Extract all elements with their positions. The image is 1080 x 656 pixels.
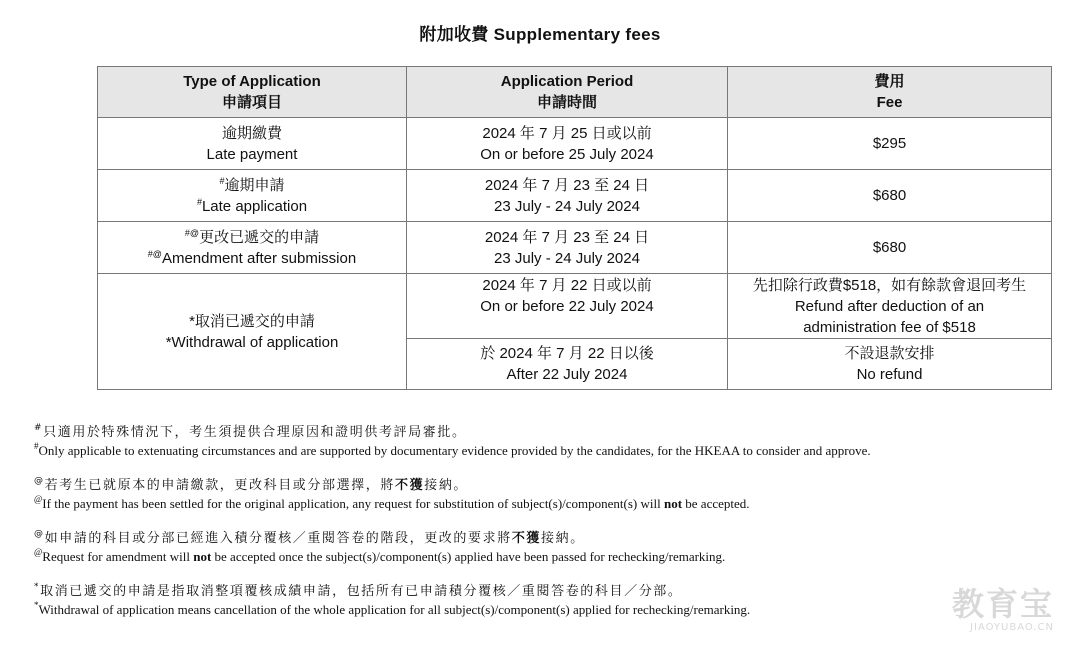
row-period-cell: 2024 年 7 月 25 日或以前 On or before 25 July 2024 [407,118,728,170]
row-period-cell: 2024 年 7 月 23 至 24 日 23 July - 24 July 2024 [407,222,728,274]
row-period-cell: 2024 年 7 月 22 日或以前 On or before 22 July 2024 [407,274,728,339]
header-period: Application Period 申請時間 [407,67,728,118]
table-row [98,118,1052,170]
row-fee-cell: 先扣除行政費$518，如有餘款會退回考生 Refund after deduction of an administration fee of $518 [728,274,1052,339]
header-type: Type of Application 申請項目 [98,67,407,118]
table-header-row [98,67,1052,118]
footnote-mark: # [219,175,225,186]
footnote: *取消已遞交的申請是指取消整項覆核成績申請，包括所有已申請積分覆核／重閱答卷的科目／分部。 *Withdrawal of application means cancellation of the whole application for all subject(s)/component(s) applied for rechecking/remarking. [34,582,751,617]
footnote-mark: #@ [147,248,162,259]
row-type-cell: 逾期繳費 Late payment [98,118,407,170]
row-period-cell: 2024 年 7 月 23 至 24 日 23 July - 24 July 2024 [407,170,728,222]
row-fee-cell: 不設退款安排 No refund [728,339,1052,390]
row-fee-cell: $680 [728,170,1052,222]
footnote-mark: # [34,423,44,433]
header-fee: 費用 Fee [728,67,1052,118]
row-fee-cell: $295 [728,118,1052,170]
table-row [98,274,1052,339]
footnote: #只適用於特殊情況下，考生須提供合理原因和證明供考評局審批。 #Only applicable to extenuating circumstances and are supported by documentary evidence provided by the candidates, for the HKEAA to consider and approve. [34,423,871,458]
watermark-logo: 教育宝 JIAOYUBAO.CN [951,585,1054,633]
row-type-cell: #@更改已遞交的申請 #@Amendment after submission [98,222,407,274]
footnote-mark: * [34,600,39,610]
footnote-mark: @ [34,529,45,539]
footnote-mark: @ [34,494,43,504]
footnote-mark: # [196,196,202,207]
row-period-cell: 於 2024 年 7 月 22 日以後 After 22 July 2024 [407,339,728,390]
footnote-mark: * [34,582,41,592]
table-row [98,222,1052,274]
footnotes [34,424,1044,636]
page-title: 附加收費 Supplementary fees [419,25,661,44]
table-row [98,170,1052,222]
row-type-cell: *取消已遞交的申請 *Withdrawal of application [98,274,407,390]
row-type-cell: #逾期申請 #Late application [98,170,407,222]
footnote-mark: # [34,441,39,451]
row-fee-cell: $680 [728,222,1052,274]
supplementary-fees-table [97,66,1052,390]
footnote: @如申請的科目或分部已經進入積分覆核／重閱答卷的階段，更改的要求將不獲接納。 @Request for amendment will not be accepted once the subject(s)/component(s) applied have been passed for rechecking/remarking. [34,529,726,564]
footnote-mark: @ [34,476,45,486]
footnote: @若考生已就原本的申請繳款，更改科目或分部選擇，將不獲接納。 @If the payment has been settled for the original application, any request for substitution of subject(s)/component(s) will not be accepted. [34,476,750,511]
footnote-mark: #@ [184,227,200,238]
footnote-mark: @ [34,547,43,557]
